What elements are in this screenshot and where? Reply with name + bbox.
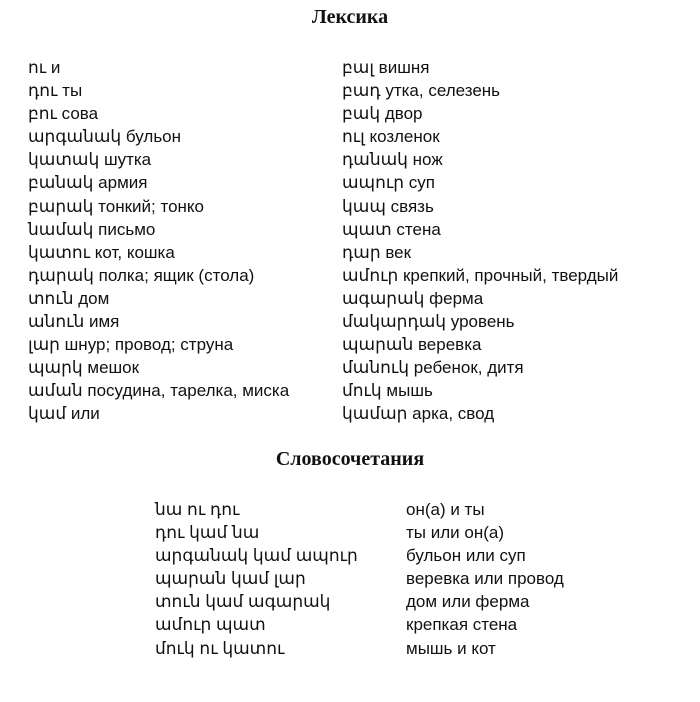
lexicon-entry: ապուր суп — [342, 173, 435, 193]
phrase-armenian: դու կամ նա — [155, 523, 260, 543]
phrase-russian: мышь и кот — [406, 638, 496, 658]
phrase-russian: веревка или провод — [406, 569, 564, 589]
lexicon-entry: բարակ тонкий; тонко — [28, 196, 205, 216]
lexicon-entry: մուկ мышь — [342, 381, 433, 401]
lexicon-left-column — [28, 56, 289, 426]
lexicon-entry: պարկ мешок — [28, 358, 140, 378]
lexicon-entry: կատակ шутка — [28, 150, 152, 170]
lexicon-entry: բադ утка, селезень — [342, 81, 501, 101]
lexicon-entry: արգանակ бульон — [28, 127, 182, 147]
lexicon-entry: բալ вишня — [342, 58, 430, 77]
phrases-russian-column — [406, 498, 564, 660]
phrase-armenian: պարան կամ լար — [155, 569, 306, 589]
lexicon-entry: պատ стена — [342, 219, 441, 239]
lexicon-entry: դարակ полка; ящик (стола) — [28, 265, 255, 285]
lexicon-heading: Лексика — [311, 6, 389, 28]
lexicon-entry: տուն дом — [28, 288, 110, 308]
phrases-heading: Словосочетания — [275, 448, 425, 470]
phrase-russian: крепкая стена — [406, 615, 518, 635]
lexicon-entry: դար век — [342, 242, 412, 262]
lexicon-entry: աման посудина, тарелка, миска — [28, 381, 290, 401]
lexicon-entry: բանակ армия — [28, 173, 148, 193]
lexicon-entry: պարան веревка — [342, 335, 482, 355]
lexicon-entry: ուլ козленок — [342, 127, 440, 147]
lexicon-entry: դանակ нож — [342, 150, 443, 170]
lexicon-entry: բակ двор — [342, 104, 423, 124]
lexicon-entry: մակարդակ уровень — [342, 312, 515, 332]
lexicon-entry: ագարակ ферма — [342, 288, 484, 308]
lexicon-right-column — [342, 56, 618, 426]
lexicon-entry: լար шнур; провод; струна — [28, 335, 234, 355]
phrase-armenian: ամուր պատ — [155, 615, 266, 635]
lexicon-entry: նամակ письмо — [28, 219, 156, 239]
lexicon-entry: դու ты — [28, 81, 83, 101]
lexicon-entry: բու сова — [28, 104, 99, 124]
phrase-armenian: տուն կամ ագարակ — [155, 592, 331, 612]
phrases-armenian-column — [155, 498, 358, 660]
phrase-armenian: արգանակ կամ ապուր — [155, 546, 358, 566]
lexicon-entry: ու и — [28, 58, 61, 77]
lexicon-entry: կատու кот, кошка — [28, 242, 175, 262]
lexicon-entry: կամ или — [28, 404, 100, 424]
lexicon-entry: անուն имя — [28, 312, 120, 332]
lexicon-entry: ամուր крепкий, прочный, твердый — [342, 265, 619, 285]
lexicon-entry: կապ связь — [342, 196, 434, 216]
phrase-armenian: մուկ ու կատու — [155, 638, 285, 658]
phrase-russian: ты или он(а) — [406, 523, 504, 543]
phrase-russian: дом или ферма — [406, 592, 530, 612]
lexicon-entry: կամար арка, свод — [342, 404, 495, 424]
phrase-russian: он(а) и ты — [406, 500, 485, 519]
lexicon-entry: մանուկ ребенок, дитя — [342, 358, 524, 378]
phrase-armenian: նա ու դու — [155, 500, 240, 519]
phrase-russian: бульон или суп — [406, 546, 526, 566]
